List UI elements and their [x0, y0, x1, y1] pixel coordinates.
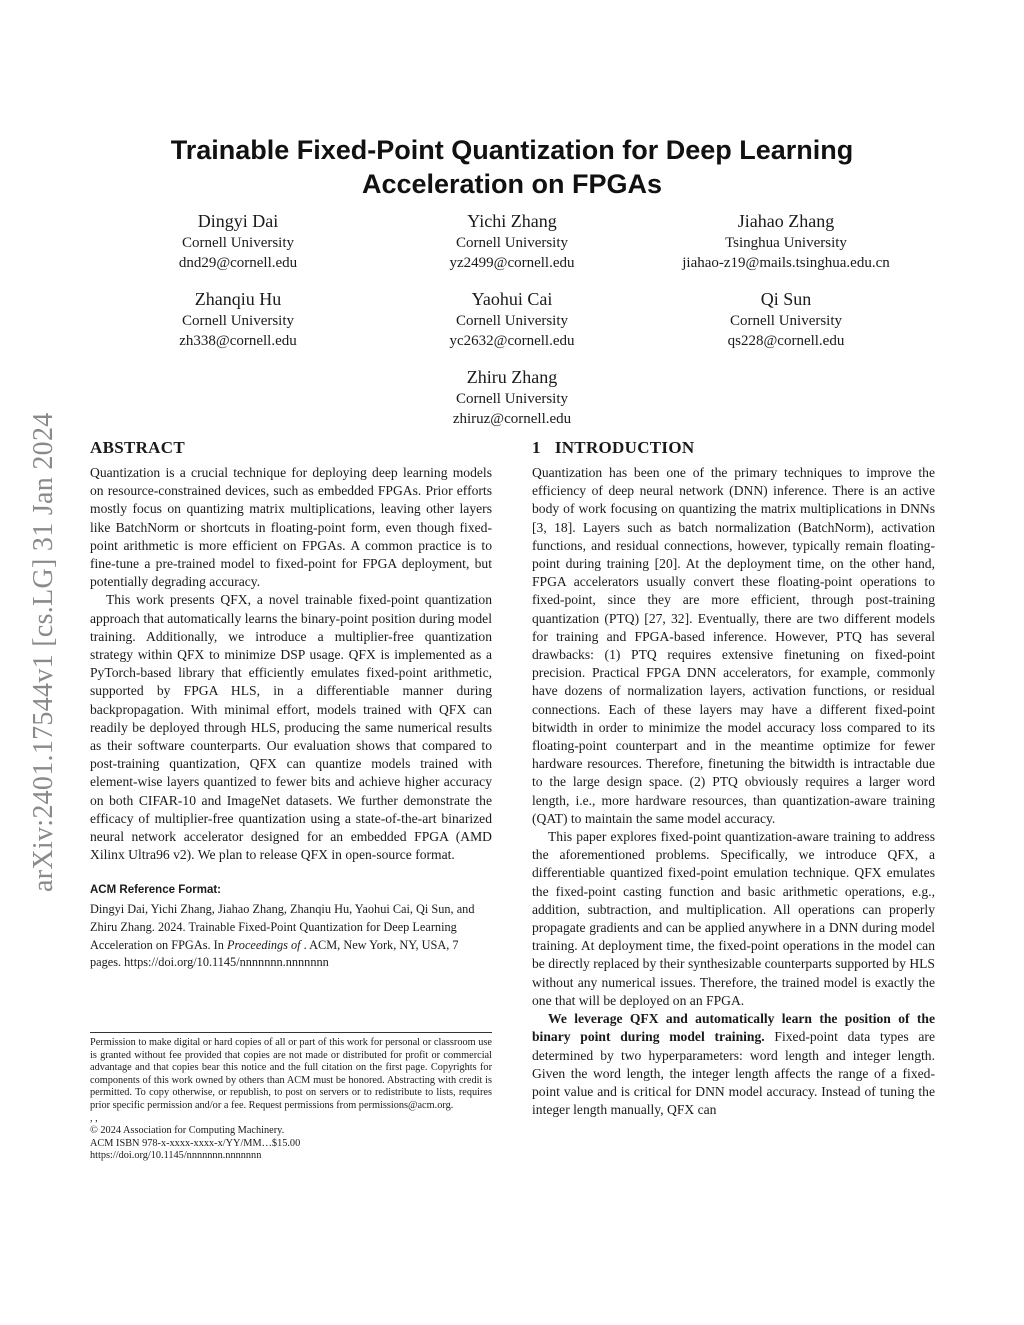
author-affiliation: Cornell University: [455, 235, 569, 251]
acm-reference-citation: Dingyi Dai, Yichi Zhang, Jiahao Zhang, Zhanqiu Hu, Yaohui Cai, Qi Sun, and Zhiru Zhang. 2024. Trainable Fixed-Point Quantization for Deep Learning Acceleration on FPGAs. In: [90, 902, 475, 952]
introduction-paragraph: Quantization has been one of the primary techniques to improve the efficiency of deep neural network (DNN) inference. There is an active body of work focusing on quantizing the matrix multiplications in DNNs [3, 18]. Layers such as batch normalization (BatchNorm), activation functions, and residual connections, however, typically remain floating-point during training [20]. At the deployment time, on the other hand, FPGA accelerators usually convert these floating-point operations to fixed-point, since they are more efficient, through post-training quantization (PTQ) [27, 32]. Eventually, there are two different models for training and FPGA-based inference. However, PTQ has several drawbacks: (1) PTQ requires extensive finetuning on fixed-point precision. Practical FPGA DNN accelerators, for example, commonly have dozens of normalization layers, activation functions, or residual connections. Each of these layers may have a different fixed-point bitwidth in order to minimize the model accuracy loss compared to its floating-point counterpart and in the meantime optimize for fewer hardware resources. Therefore, finetuning the bitwidth is intractable due to the large design space. (2) PTQ obviously requires a larger word length, i.e., more hardware resources, than quantization-aware training (QAT) to maintain the same model accuracy.: [532, 465, 935, 826]
introduction-paragraph: [532, 1010, 935, 1119]
author-name: Yichi Zhang: [467, 211, 557, 231]
author-block: [352, 210, 672, 273]
author-name: Zhiru Zhang: [466, 367, 558, 387]
author-affiliation: Cornell University: [729, 313, 843, 329]
section-number: 1: [532, 438, 541, 457]
copyright-footnote: [90, 1037, 492, 1163]
introduction-paragraph: This paper explores fixed-point quantization-aware training to address the aforementioned problems. Specifically, we introduce QFX, a differentiable quantized fixed-point emulation technique. QFX emulates the fixed-point casting function and basic arithmetic operations, e.g., addition, subtraction, and multiplication. All operations can properly propagate gradients and can be applied anywhere in a DNN during model training. At deployment time, the fixed-point operations in the model can be directly replaced by their synthesizable counterparts supported by HLS without any numerical issues. Therefore, the trained model is exactly the one that will be deployed on an FPGA.: [532, 829, 935, 1008]
copyright-line: © 2024 Association for Computing Machinery.: [90, 1125, 285, 1137]
acm-reference-venue: Proceedings of: [226, 937, 301, 952]
author-name: Zhanqiu Hu: [194, 289, 282, 309]
author-name: Dingyi Dai: [197, 211, 279, 231]
author-block: [352, 366, 672, 429]
author-email: qs228@cornell.edu: [727, 333, 845, 349]
right-column: [532, 438, 935, 1119]
introduction-heading: [532, 438, 935, 458]
paper-title: Trainable Fixed-Point Quantization for Deep Learning Acceleration on FPGAs: [170, 135, 854, 199]
introduction-paragraph-text: Fixed-point data types are determined by two hyperparameters: word length and integer length. Given the word length, the integer length affects the range of a fixed-point value and is critical for DNN model accuracy. Instead of tuning the integer length manually, QFX can: [532, 1029, 935, 1118]
author-affiliation: Cornell University: [181, 313, 295, 329]
left-column: [90, 438, 492, 972]
author-name: Jiahao Zhang: [737, 211, 835, 231]
author-affiliation: Cornell University: [455, 313, 569, 329]
author-affiliation: Cornell University: [455, 391, 569, 407]
author-affiliation: Cornell University: [181, 235, 295, 251]
author-email: zhiruz@cornell.edu: [452, 411, 572, 427]
isbn-line: ACM ISBN 978-x-xxxx-xxxx-x/YY/MM…$15.00: [90, 1137, 301, 1149]
author-block: [78, 288, 398, 351]
author-block: [626, 210, 946, 273]
author-block: [352, 288, 672, 351]
author-email: zh338@cornell.edu: [179, 333, 297, 349]
author-affiliation: Tsinghua University: [725, 235, 847, 251]
author-email: yz2499@cornell.edu: [449, 255, 575, 271]
key-contribution-statement: We leverage QFX and automatically learn the position of the binary point during model training.: [532, 1011, 935, 1045]
venue-line: , ,: [90, 1112, 98, 1124]
author-block: [78, 210, 398, 273]
acm-reference-text: [90, 901, 492, 971]
author-email: jiahao-z19@mails.tsinghua.edu.cn: [682, 255, 890, 271]
abstract-paragraph: Quantization is a crucial technique for deploying deep learning models on resource-constrained devices, such as embedded FPGAs. Prior efforts mostly focus on quantizing matrix multiplications, leaving other layers like BatchNorm or shortcuts in floating-point form, even though fixed-point arithmetic is more efficient on FPGAs. A common practice is to fine-tune a pre-trained model to fixed-point for FPGA deployment, but potentially degrading accuracy.: [90, 465, 492, 590]
author-block: [626, 288, 946, 351]
acm-reference-doi: . ACM, New York, NY, USA, 7 pages. https://doi.org/10.1145/nnnnnnn.nnnnnnn: [90, 937, 459, 970]
author-name: Qi Sun: [760, 289, 812, 309]
arxiv-identifier: arXiv:2401.17544v1 [cs.LG] 31 Jan 2024: [28, 412, 59, 892]
footnote-divider: [90, 1032, 492, 1033]
author-name: Yaohui Cai: [471, 289, 553, 309]
acm-reference-heading: ACM Reference Format:: [90, 884, 221, 897]
section-title: INTRODUCTION: [554, 438, 695, 457]
author-email: yc2632@cornell.edu: [449, 333, 575, 349]
doi-link[interactable]: https://doi.org/10.1145/nnnnnnn.nnnnnnn: [90, 1150, 262, 1162]
author-email: dnd29@cornell.edu: [178, 255, 298, 271]
abstract-paragraph: This work presents QFX, a novel trainable fixed-point quantization approach that automatically learns the binary-point position during model training. Additionally, we introduce a multiplier-free quantization strategy within QFX to minimize DSP usage. QFX is implemented as a PyTorch-based library that efficiently emulates fixed-point arithmetic, supported by FPGA HLS, in a differentiable manner during backpropagation. With minimal effort, models trained with QFX can readily be deployed through HLS, producing the same numerical results as their software counterparts. Our evaluation shows that compared to post-training quantization, QFX can quantize models trained with element-wise layers quantized to fewer bits and achieve higher accuracy on both CIFAR-10 and ImageNet datasets. We further demonstrate the efficacy of multiplier-free quantization using a state-of-the-art binarized neural network accelerator designed for an embedded FPGA (AMD Xilinx Ultra96 v2). We plan to release QFX in open-source format.: [90, 592, 492, 863]
abstract-heading: ABSTRACT: [90, 438, 185, 457]
permission-notice: Permission to make digital or hard copies of all or part of this work for personal or classroom use is granted without fee provided that copies are not made or distributed for profit or commercial advantage and that copies bear this notice and the full citation on the first page. Copyrights for components of this work owned by others than ACM must be honored. Abstracting with credit is permitted. To copy otherwise, or republish, to post on servers or to redistribute to lists, requires prior specific permission and/or a fee. Request permissions from permissions@acm.org.: [90, 1037, 492, 1111]
